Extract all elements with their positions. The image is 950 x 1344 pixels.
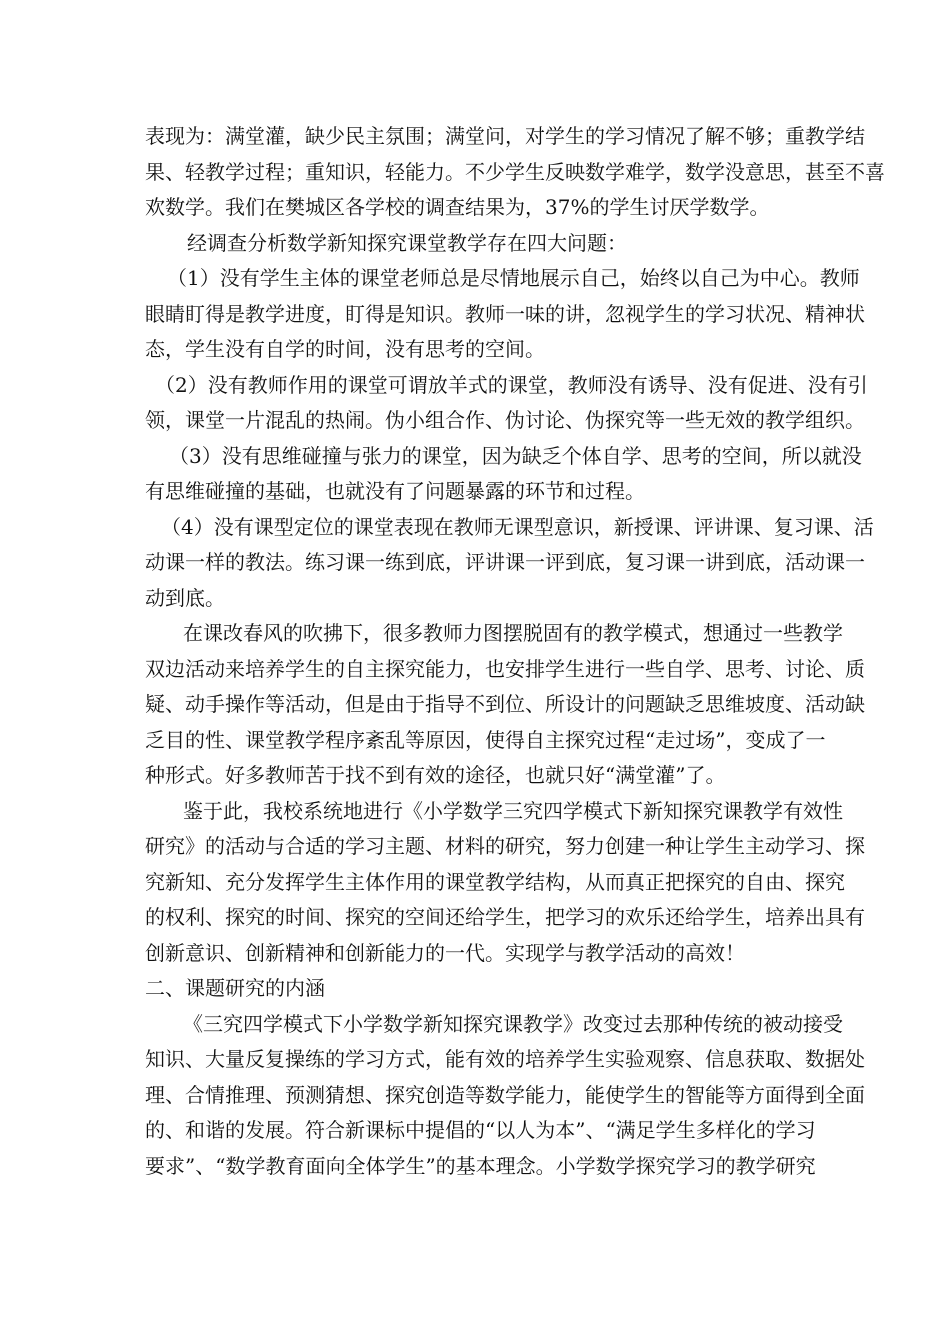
text-line: 种形式。好多教师苦于找不到有效的途径，也就只好“满堂灌”了。 — [145, 763, 726, 787]
text-line: 领，课堂一片混乱的热闹。伪小组合作、伪讨论、伪探究等一些无效的教学组织。 — [145, 408, 865, 432]
problem-2-line: （2）没有教师作用的课堂可谓放羊式的课堂，教师没有诱导、没有促进、没有引 — [155, 372, 868, 397]
text-line: 的权利、探究的时间、探究的空间还给学生，把学习的欢乐还给学生，培养出具有 — [145, 905, 865, 929]
text-line: 乏目的性、课堂教学程序紊乱等原因，使得自主探究过程“走过场”，变成了一 — [145, 727, 826, 752]
paragraph-start-line: 《三究四学模式下小学数学新知探究课教学》改变过去那种传统的被动接受 — [183, 1011, 843, 1036]
text-line: 要求”、“数学教育面向全体学生”的基本理念。小学数学探究学习的教学研究 — [145, 1153, 816, 1178]
problem-4-line: （4）没有课型定位的课堂表现在教师无课型意识，新授课、评讲课、复习课、活 — [161, 514, 874, 539]
text-line: 知识、大量反复操练的学习方式，能有效的培养学生实验观察、信息获取、数据处 — [145, 1047, 865, 1071]
text-line: 的、和谐的发展。符合新课标中提倡的“以人为本”、“满足学生多样化的学习 — [145, 1118, 816, 1142]
text-line: 创新意识、创新精神和创新能力的一代。实现学与教学活动的高效！ — [145, 940, 745, 965]
section-intro-line: 经调查分析数学新知探究课堂教学存在四大问题： — [187, 230, 627, 255]
text-line: 动课一样的教法。练习课一练到底，评讲课一评到底，复习课一讲到底，活动课一 — [145, 550, 865, 574]
problem-3-line: （3）没有思维碰撞与张力的课堂，因为缺乏个体自学、思考的空间，所以就没 — [169, 443, 862, 468]
text-line: 有思维碰撞的基础，也就没有了问题暴露的环节和过程。 — [145, 479, 645, 503]
text-line: 动到底。 — [145, 585, 225, 610]
paragraph-start-line: 鉴于此，我校系统地进行《小学数学三究四学模式下新知探究课教学有效性 — [183, 798, 843, 823]
section-heading: 二、课题研究的内涵 — [145, 976, 325, 1000]
text-line: 研究》的活动与合适的学习主题、材料的研究，努力创建一种让学生主动学习、探 — [145, 834, 865, 858]
text-line: 双边活动来培养学生的自主探究能力，也安排学生进行一些自学、思考、讨论、质 — [145, 656, 865, 681]
text-line: 果、轻教学过程；重知识，轻能力。不少学生反映数学难学，数学没意思，甚至不喜 — [145, 159, 885, 184]
text-line: 眼睛盯得是教学进度，盯得是知识。教师一味的讲，忽视学生的学习状况、精神状 — [145, 301, 865, 326]
text-line: 表现为：满堂灌，缺少民主氛围；满堂问，对学生的学习情况了解不够；重教学结 — [145, 124, 865, 148]
text-line: 理、合情推理、预测猜想、探究创造等数学能力，能使学生的智能等方面得到全面 — [145, 1082, 865, 1107]
text-line: 态，学生没有自学的时间，没有思考的空间。 — [145, 337, 545, 361]
text-line: 究新知、充分发挥学生主体作用的课堂教学结构，从而真正把探究的自由、探究 — [145, 869, 845, 894]
text-line: 疑、动手操作等活动，但是由于指导不到位、所设计的问题缺乏思维坡度、活动缺 — [145, 692, 865, 716]
paragraph-start-line: 在课改春风的吹拂下，很多教师力图摆脱固有的教学模式，想通过一些教学 — [183, 621, 843, 645]
text-line: 欢数学。我们在樊城区各学校的调查结果为，37%的学生讨厌学数学。 — [145, 195, 770, 219]
problem-1-line: （1）没有学生主体的课堂老师总是尽情地展示自己，始终以自己为中心。教师 — [167, 266, 860, 290]
